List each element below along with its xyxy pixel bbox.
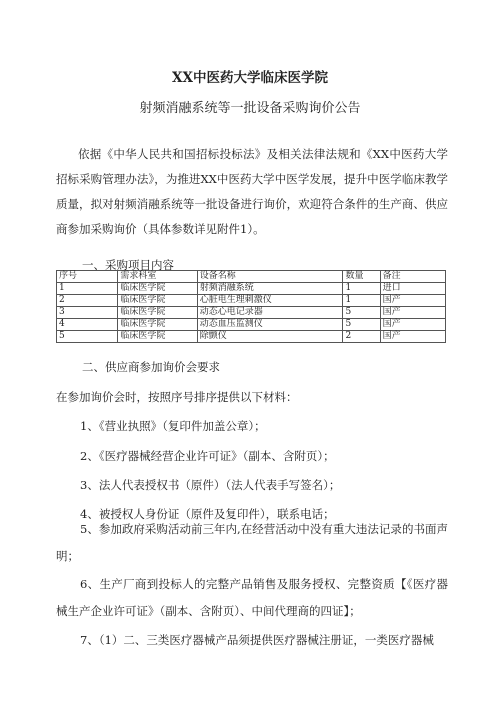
table-row bbox=[57, 307, 446, 319]
cell-remark: 国产 bbox=[380, 319, 445, 331]
document-subtitle: 射频消融系统等一批设备采购询价公告 bbox=[139, 101, 361, 116]
requirement-item-2: 2、《医疗器械经营企业许可证》（副本、含附页）； bbox=[80, 449, 335, 463]
cell-no: 4 bbox=[57, 319, 118, 331]
requirement-item-7: 7、（1）二、三类医疗器械产品须提供医疗器械注册证，一类医疗器械 bbox=[80, 633, 434, 647]
cell-department: 临床医学院 bbox=[118, 319, 197, 331]
requirement-item-4: 4、被授权人身份证（原件及复印件），联系电话； bbox=[80, 507, 335, 521]
requirement-item-5: 5、参加政府采购活动前三年内,在经营活动中没有重大违法记录的书面声明； bbox=[56, 522, 448, 563]
cell-equipment: 动态心电记录器 bbox=[197, 307, 343, 319]
header-no: 序号 bbox=[57, 271, 118, 283]
header-equipment: 设备名称 bbox=[197, 271, 343, 283]
cell-equipment: 心脏电生理刺激仪 bbox=[197, 295, 343, 307]
cell-quantity: 2 bbox=[343, 331, 380, 343]
cell-no: 1 bbox=[57, 283, 118, 295]
header-remark: 备注 bbox=[380, 271, 445, 283]
cell-department: 临床医学院 bbox=[118, 331, 197, 343]
cell-equipment: 射频消融系统 bbox=[197, 283, 343, 295]
procurement-items-table bbox=[56, 270, 446, 343]
cell-no: 5 bbox=[57, 331, 118, 343]
cell-no: 2 bbox=[57, 295, 118, 307]
header-department: 需求科室 bbox=[118, 271, 197, 283]
table-header-row bbox=[57, 271, 446, 283]
requirement-item-1: 1、《营业执照》（复印件加盖公章）； bbox=[80, 419, 266, 433]
cell-department: 临床医学院 bbox=[118, 283, 197, 295]
table-row bbox=[57, 283, 446, 295]
requirement-item-3: 3、法人代表授权书（原件）（法人代表手写签名）； bbox=[80, 478, 341, 492]
requirements-lead: 在参加询价会时，按照序号排序提供以下材料： bbox=[56, 390, 298, 404]
cell-remark: 进口 bbox=[380, 283, 445, 295]
cell-quantity: 5 bbox=[343, 319, 380, 331]
cell-remark: 国产 bbox=[380, 331, 445, 343]
table-row bbox=[57, 295, 446, 307]
cell-remark: 国产 bbox=[380, 307, 445, 319]
cell-equipment: 除颤仪 bbox=[197, 331, 343, 343]
cell-quantity: 5 bbox=[343, 307, 380, 319]
cell-no: 3 bbox=[57, 307, 118, 319]
cell-department: 临床医学院 bbox=[118, 307, 197, 319]
intro-paragraph: 依据《中华人民共和国招标投标法》及相关法律法规和《XX中医药大学招标采购管理办法》，为推进XX中医药大学中医学发展，提升中医学临床教学质量，拟对射频消融系统等一批设备进行询价，欢迎符合条件的生产商、供应商参加采购询价（具体参数详见附件1）。 bbox=[56, 147, 448, 236]
cell-department: 临床医学院 bbox=[118, 295, 197, 307]
section-heading-requirements: 二、供应商参加询价会要求 bbox=[82, 360, 220, 374]
table-row bbox=[57, 319, 446, 331]
table-row bbox=[57, 331, 446, 343]
requirement-item-6: 6、生产厂商到投标人的完整产品销售及服务授权、完整资质【《医疗器械生产企业许可证》（副本、含附页）、中间代理商的四证】； bbox=[56, 577, 448, 618]
cell-quantity: 1 bbox=[343, 295, 380, 307]
header-quantity: 数量 bbox=[343, 271, 380, 283]
cell-quantity: 1 bbox=[343, 283, 380, 295]
section-heading-items: 一、采购项目内容 bbox=[82, 258, 174, 272]
cell-remark: 国产 bbox=[380, 295, 445, 307]
cell-equipment: 动态血压监测仪 bbox=[197, 319, 343, 331]
document-title: XX中医药大学临床医学院 bbox=[172, 70, 328, 86]
